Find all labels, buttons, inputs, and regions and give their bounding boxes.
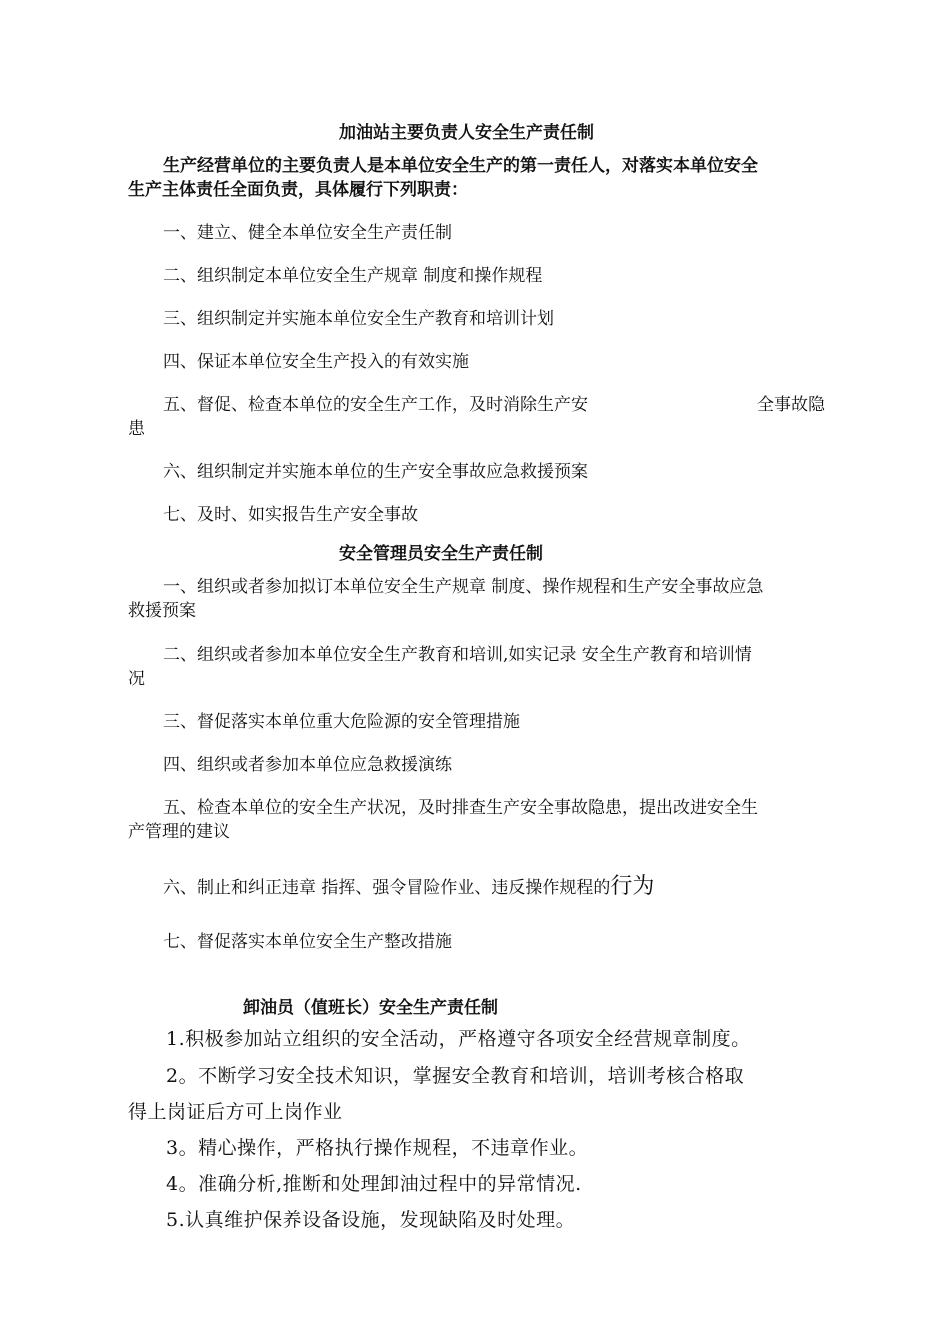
- list-item: 一、建立、健全本单位安全生产责任制: [163, 223, 452, 243]
- list-item: 4。准确分析,推断和处理卸油过程中的异常情况.: [166, 1173, 582, 1195]
- section-title: 加油站主要负责人安全生产责任制: [339, 123, 594, 143]
- list-item: 5.认真维护保养设备设施，发现缺陷及时处理。: [166, 1209, 576, 1231]
- list-item: 二、组织或者参加本单位安全生产教育和培训,如实记录 安全生产教育和培训情: [163, 645, 752, 665]
- list-item: 七、督促落实本单位安全生产整改措施: [163, 932, 452, 952]
- list-item: 三、组织制定并实施本单位安全生产教育和培训计划: [163, 309, 554, 329]
- list-item: 七、及时、如实报告生产安全事故: [163, 505, 418, 525]
- list-item: 3。精心操作，严格执行操作规程，不违章作业。: [166, 1137, 589, 1159]
- list-item-continuation: 患: [128, 419, 145, 439]
- list-item-continuation: 况: [128, 669, 145, 689]
- list-item: [163, 875, 654, 900]
- list-item-continuation: 产管理的建议: [128, 822, 230, 842]
- intro-line: 生产主体责任全面负责，具体履行下列职责：: [128, 180, 468, 200]
- list-item-continuation: 得上岗证后方可上岗作业: [128, 1101, 343, 1123]
- list-item-continuation: 救援预案: [128, 601, 196, 621]
- list-item: 四、组织或者参加本单位应急救援演练: [163, 755, 452, 775]
- intro-line: 生产经营单位的主要负责人是本单位安全生产的第一责任人，对落实本单位安全: [163, 156, 758, 176]
- section-title: 安全管理员安全生产责任制: [339, 544, 543, 564]
- list-item: 二、组织制定本单位安全生产规章 制度和操作规程: [163, 266, 543, 286]
- list-item: 2。不断学习安全技术知识，掌握安全教育和培训，培训考核合格取: [166, 1065, 745, 1087]
- list-item: 五、督促、检查本单位的安全生产工作，及时消除生产安: [163, 395, 588, 415]
- list-item: 三、督促落实本单位重大危险源的安全管理措施: [163, 712, 520, 732]
- list-item: 一、组织或者参加拟订本单位安全生产规章 制度、操作规程和生产安全事故应急: [163, 577, 764, 597]
- list-item: 六、组织制定并实施本单位的生产安全事故应急救援预案: [163, 462, 588, 482]
- list-item: 四、保证本单位安全生产投入的有效实施: [163, 352, 469, 372]
- list-item-text-large: 行为: [610, 874, 655, 899]
- list-item-continuation: 全事故隐: [757, 395, 825, 415]
- list-item: 1.积极参加站立组织的安全活动，严格遵守各项安全经营规章制度。: [166, 1028, 751, 1050]
- list-item-text: 六、制止和纠正违章 指挥、强令冒险作业、违反操作规程的: [163, 878, 611, 898]
- section-title: 卸油员（值班长）安全生产责任制: [243, 998, 498, 1018]
- list-item: 五、检查本单位的安全生产状况，及时排查生产安全事故隐患，提出改进安全生: [163, 798, 758, 818]
